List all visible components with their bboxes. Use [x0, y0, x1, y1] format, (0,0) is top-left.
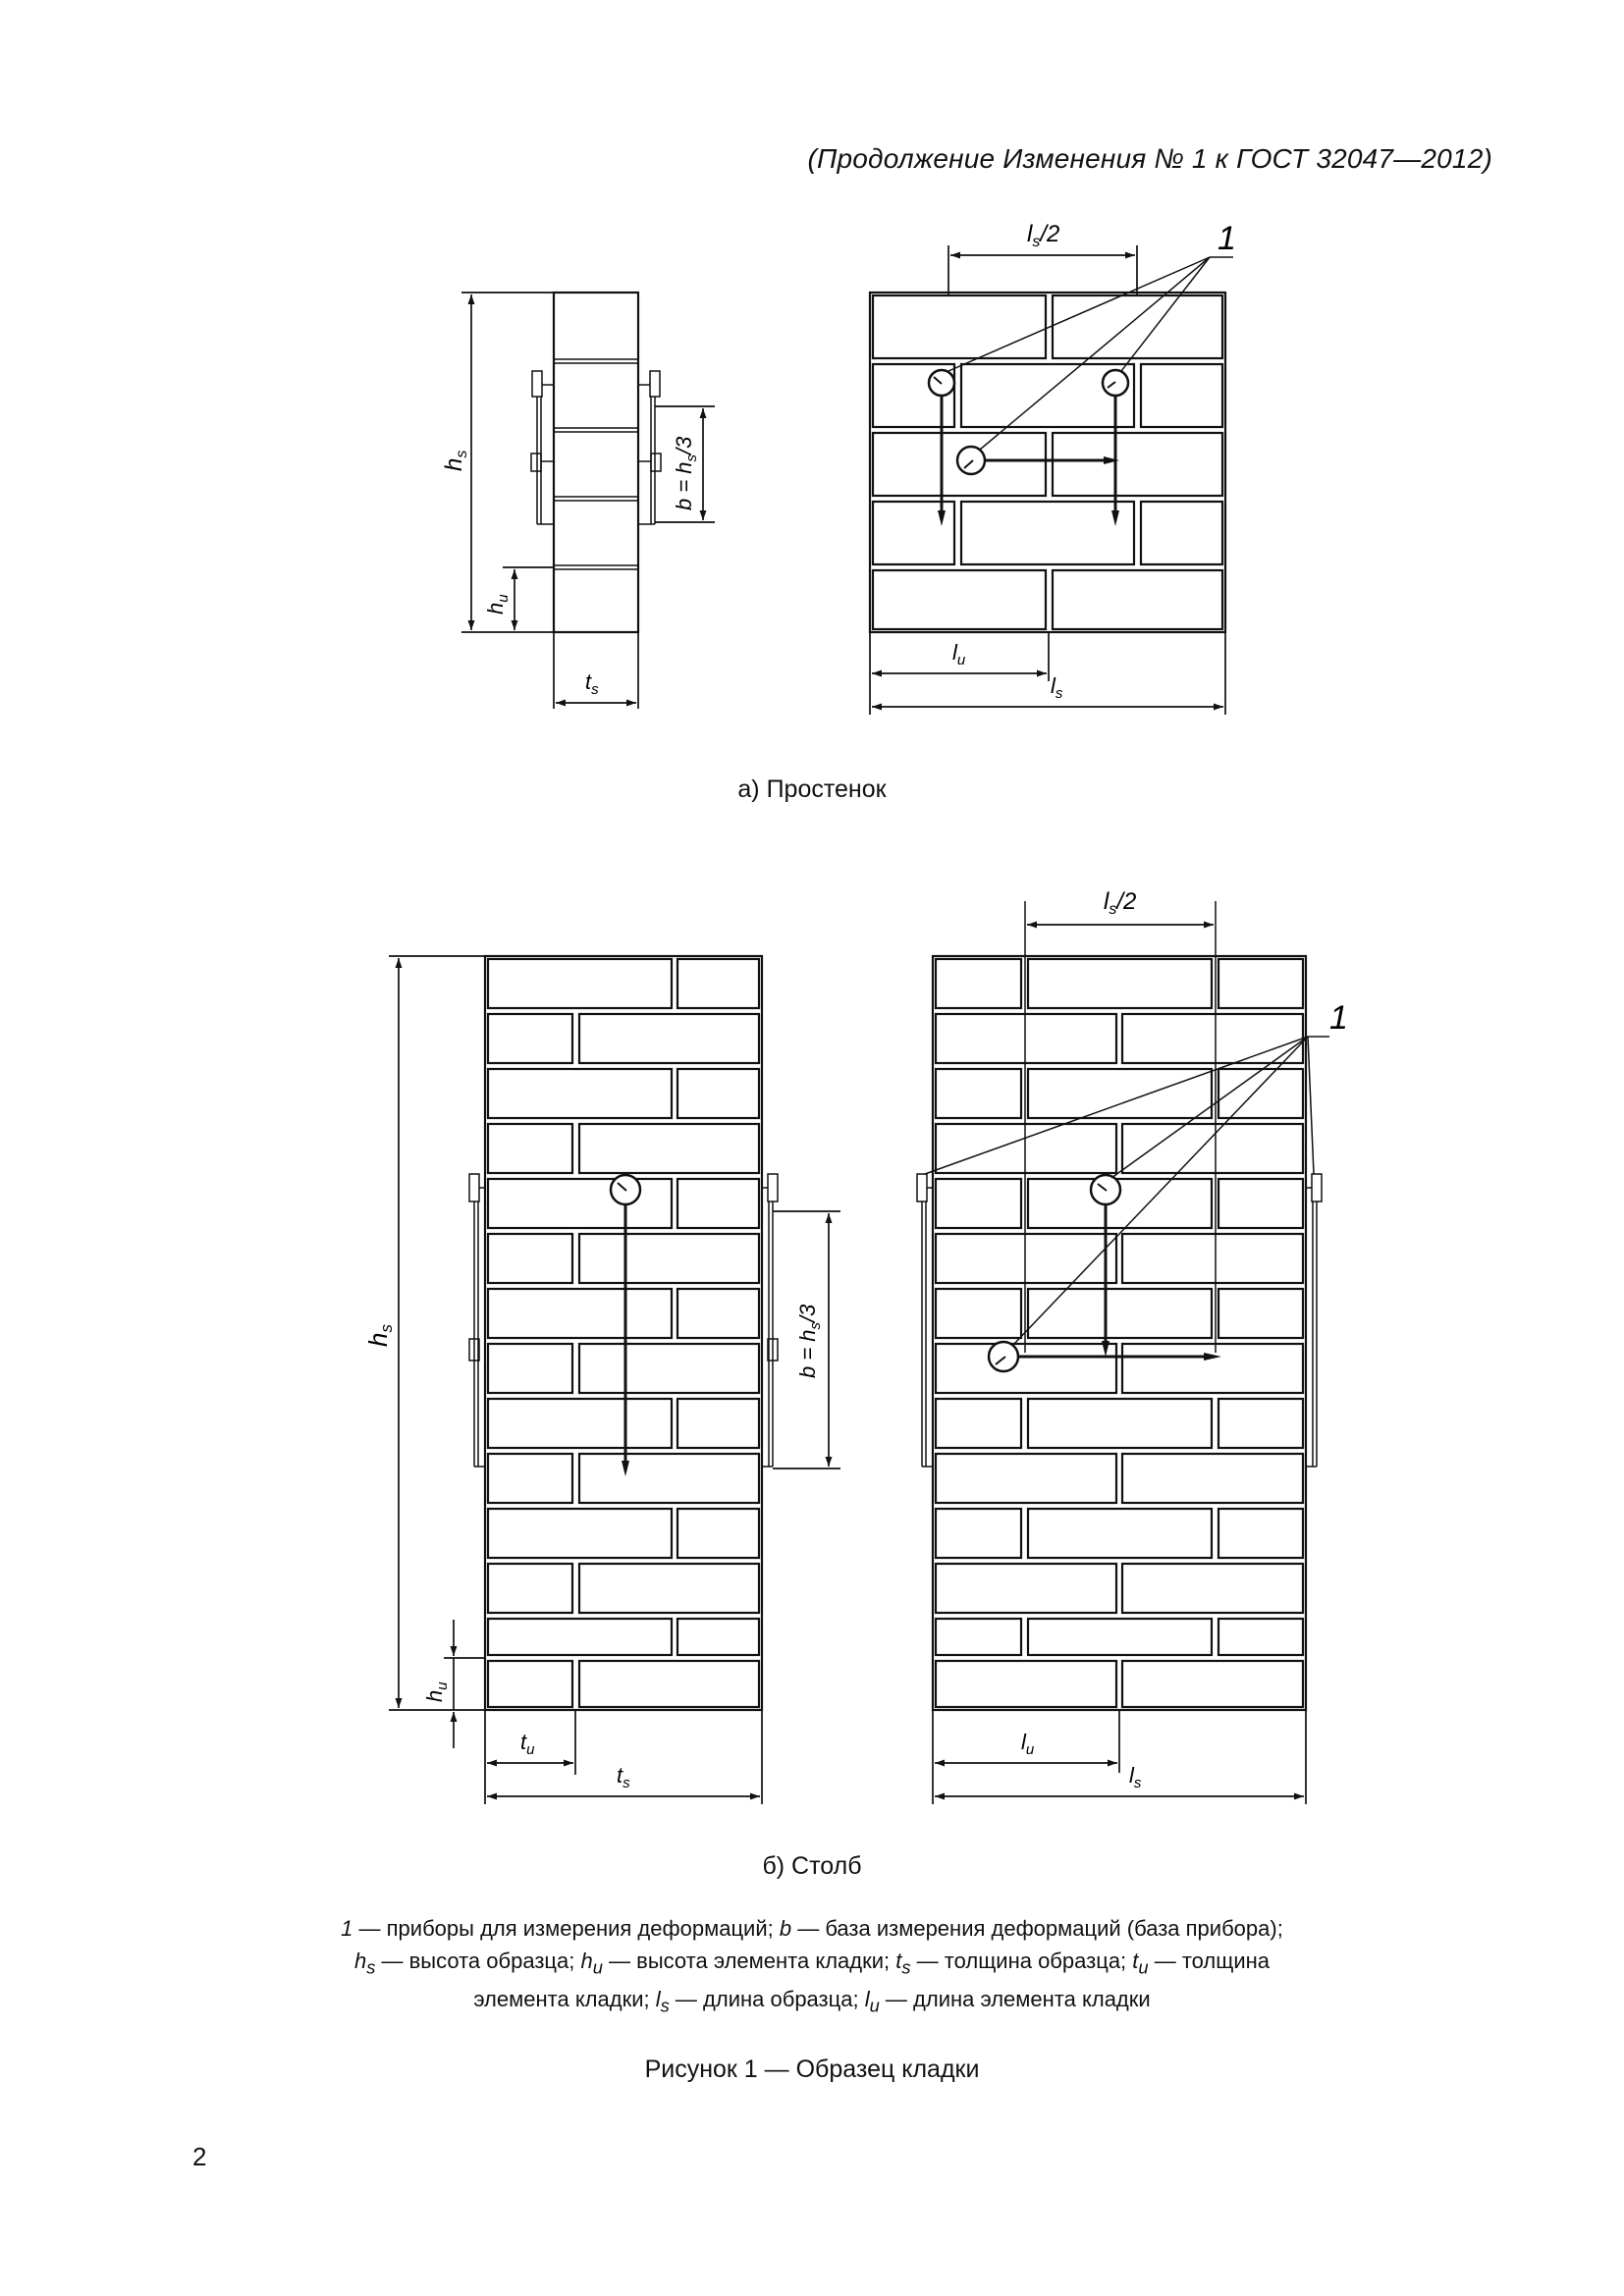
label-ls-half-b: $l_s/2$: [1104, 888, 1137, 918]
label-base-b: $b = h_s/3$: [795, 1304, 824, 1378]
label-tu-b: $t_u$: [520, 1730, 535, 1758]
figure-a-side-view: [441, 293, 715, 709]
caption-a: а) Простенок: [737, 775, 887, 803]
label-ls-b: $l_s$: [1129, 1763, 1142, 1791]
label-ts-a: $t_s$: [585, 669, 599, 698]
label-hu-a: $h_u$: [483, 594, 512, 614]
label-hu-b: $h_u$: [422, 1682, 451, 1702]
label-hs-b: hs: [363, 1324, 396, 1347]
figure-b-column-right: [917, 888, 1348, 1804]
label-ls-half-a: $l_s/2$: [1027, 221, 1060, 250]
legend-line-2: $h_s$ — высота образца; $h_u$ — высота элемента кладки; $t_s$ — толщина образца; $t_u$ — толщина: [353, 1949, 1271, 1978]
callout-number-a: 1: [1218, 220, 1236, 257]
caption-b: б) Столб: [762, 1852, 862, 1880]
side-gauge-left: [531, 371, 554, 524]
label-ls-a: $l_s$: [1051, 673, 1063, 702]
continuation-header: (Продолжение Изменения № 1 к ГОСТ 32047—2012): [807, 143, 1492, 174]
label-lu-b: $l_u$: [1021, 1730, 1035, 1758]
callout-number-b: 1: [1329, 999, 1348, 1037]
legend-line-1: 1 — приборы для измерения деформаций; b — база измерения деформаций (база прибора);: [341, 1916, 1283, 1941]
label-base-a: $b = h_s/3$: [672, 436, 700, 510]
side-gauge-right: [638, 371, 661, 524]
wall-side-body: [554, 293, 638, 632]
label-ts-b: $t_s$: [617, 1763, 630, 1791]
label-hs-a: $h_s$: [441, 450, 470, 471]
figure-b-column-left: [363, 956, 840, 1804]
figure-a-front-view: [870, 220, 1236, 715]
page-number: 2: [192, 2142, 207, 2171]
label-lu-a: $l_u$: [952, 640, 966, 668]
figure-title: Рисунок 1 — Образец кладки: [644, 2056, 980, 2083]
legend-line-3: элемента кладки; $l_s$ — длина образца; $l_u$ — длина элемента кладки: [473, 1987, 1151, 2016]
figure-legend: [0, 1912, 1624, 2022]
